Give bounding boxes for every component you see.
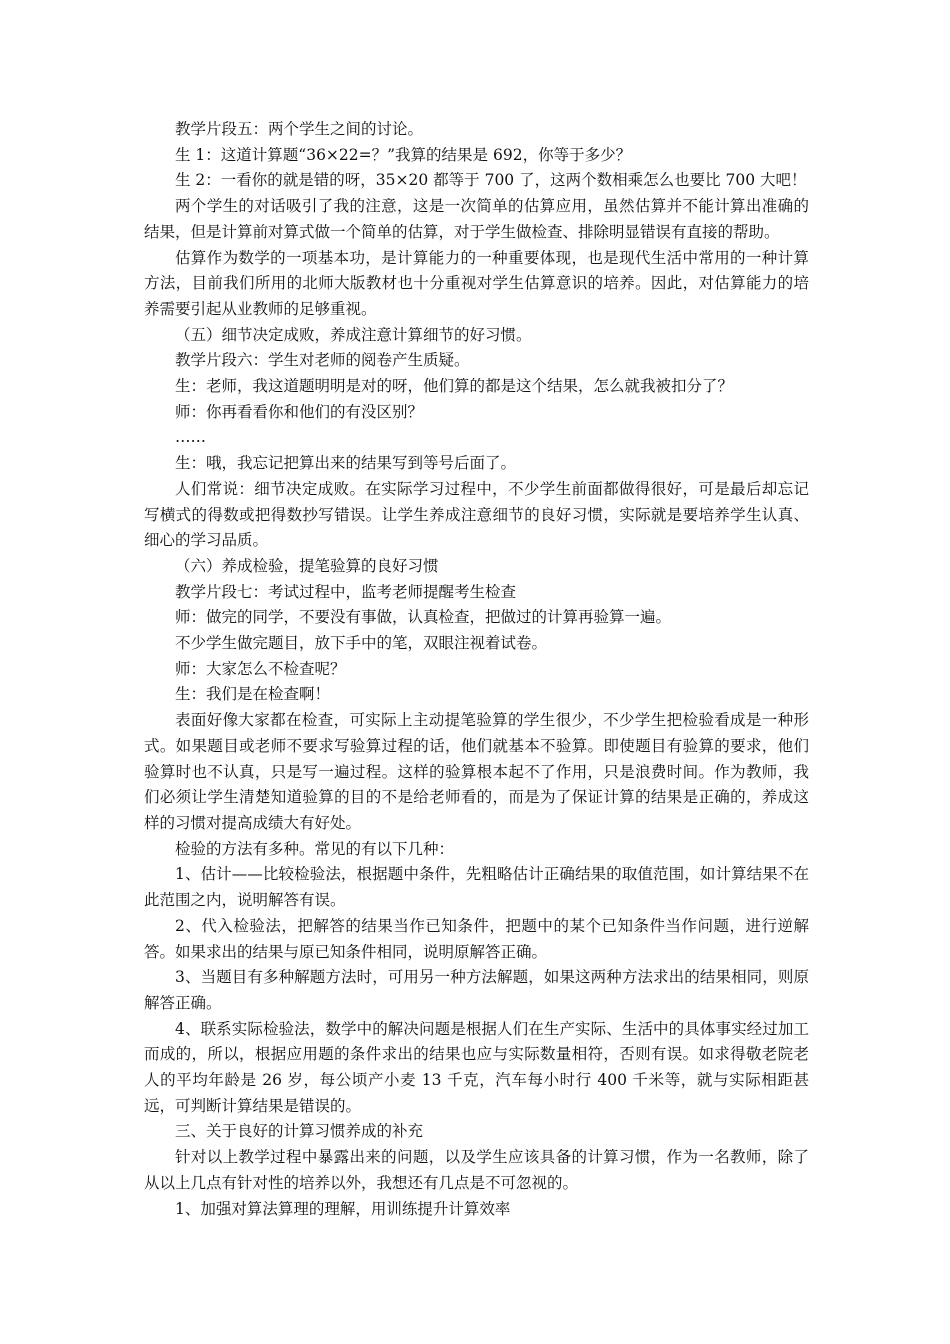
paragraph: 师：大家怎么不检查呢？	[175, 659, 346, 678]
list-item: 4、联系实际检验法，数学中的解决问题是根据人们在生产实际、生活中的具体事实经过加工而成的，所以，根据应用题的条件求出的结果也应与实际数量相符，否则有误。如求得敬老院老人的平均年龄是 26 岁，每公顷产小麦 13 千克，汽车每小时行 400 千米等，就与实际相距甚远，可判断计算结果是错误的。	[144, 1019, 809, 1115]
section-heading: （五）细节决定成败，养成注意计算细节的好习惯。	[175, 325, 532, 344]
paragraph: 生：哦，我忘记把算出来的结果写到等号后面了。	[175, 454, 517, 473]
paragraph: 教学片段五：两个学生之间的讨论。	[175, 120, 424, 138]
paragraph: 估算作为数学的一项基本功，是计算能力的一种重要体现，也是现代生活中常用的一种计算方法，目前我们所用的北师大版教材也十分重视对学生估算意识的培养。因此，对估算能力的培养需要引起从业教师的足够重视。	[144, 248, 809, 318]
paragraph: 教学片段六：学生对老师的阅卷产生质疑。	[175, 351, 470, 370]
paragraph: 师：你再看看你和他们的有没区别？	[175, 402, 424, 421]
paragraph: 人们常说：细节决定成败。在实际学习过程中，不少学生前面都做得很好，可是最后却忘记写横式的得数或把得数抄写错误。让学生养成注意细节的良好习惯，实际就是要培养学生认真、细心的学习品质。	[144, 479, 809, 550]
paragraph: 生：我们是在检查啊！	[175, 685, 331, 704]
paragraph: 生 1：这道计算题“36×22=？”我算的结果是 692，你等于多少？	[175, 145, 632, 164]
paragraph: 两个学生的对话吸引了我的注意，这是一次简单的估算应用，虽然估算并不能计算出准确的结果，但是计算前对算式做一个简单的估算，对于学生做检查、排除明显错误有直接的帮助。	[144, 197, 809, 241]
list-item: 1、估计——比较检验法，根据题中条件，先粗略估计正确结果的取值范围，如计算结果不在此范围之内，说明解答有误。	[144, 865, 809, 910]
paragraph: 师：做完的同学，不要没有事做，认真检查，把做过的计算再验算一遍。	[175, 608, 672, 627]
paragraph: 表面好像大家都在检查，可实际上主动提笔验算的学生很少，不少学生把检验看成是一种形式。如果题目或老师不要求写验算过程的话，他们就基本不验算。即使题目有验算的要求，他们验算时也不认真，只是写一遍过程。这样的验算根本起不了作用，只是浪费时间。作为教师，我们必须让学生清楚知道验算的目的不是给老师看的，而是为了保证计算的结果是正确的，养成这样的习惯对提高成绩大有好处。	[144, 711, 809, 832]
list-item: 1、加强对算法算理的理解，用训练提升计算效率	[175, 1199, 511, 1218]
paragraph: 不少学生做完题目，放下手中的笔，双眼注视着试卷。	[175, 634, 548, 653]
paragraph: 检验的方法有多种。常见的有以下几种：	[175, 839, 455, 858]
list-item: 3、当题目有多种解题方法时，可用另一种方法解题，如果这两种方法求出的结果相同，则原解答正确。	[144, 968, 809, 1012]
paragraph: 生 2：一看你的就是错的呀，35×20 都等于 700 了，这两个数相乘怎么也要比 700 大吧！	[175, 171, 807, 190]
section-heading: 三、关于良好的计算习惯养成的补充	[175, 1122, 424, 1141]
paragraph: 生：老师，我这道题明明是对的呀，他们算的都是这个结果，怎么就我被扣分了？	[175, 377, 734, 396]
document-body	[144, 117, 809, 1222]
paragraph: 针对以上教学过程中暴露出来的问题，以及学生应该具备的计算习惯，作为一名教师，除了从以上几点有针对性的培养以外，我想还有几点是不可忽视的。	[144, 1148, 809, 1192]
ellipsis: ……	[175, 428, 206, 447]
section-heading: （六）养成检验，提笔验算的良好习惯	[175, 556, 439, 575]
paragraph: 教学片段七：考试过程中，监考老师提醒考生检查	[175, 582, 517, 601]
list-item: 2、代入检验法，把解答的结果当作已知条件，把题中的某个已知条件当作问题，进行逆解答。如果求出的结果与原已知条件相同，说明原解答正确。	[144, 916, 809, 961]
